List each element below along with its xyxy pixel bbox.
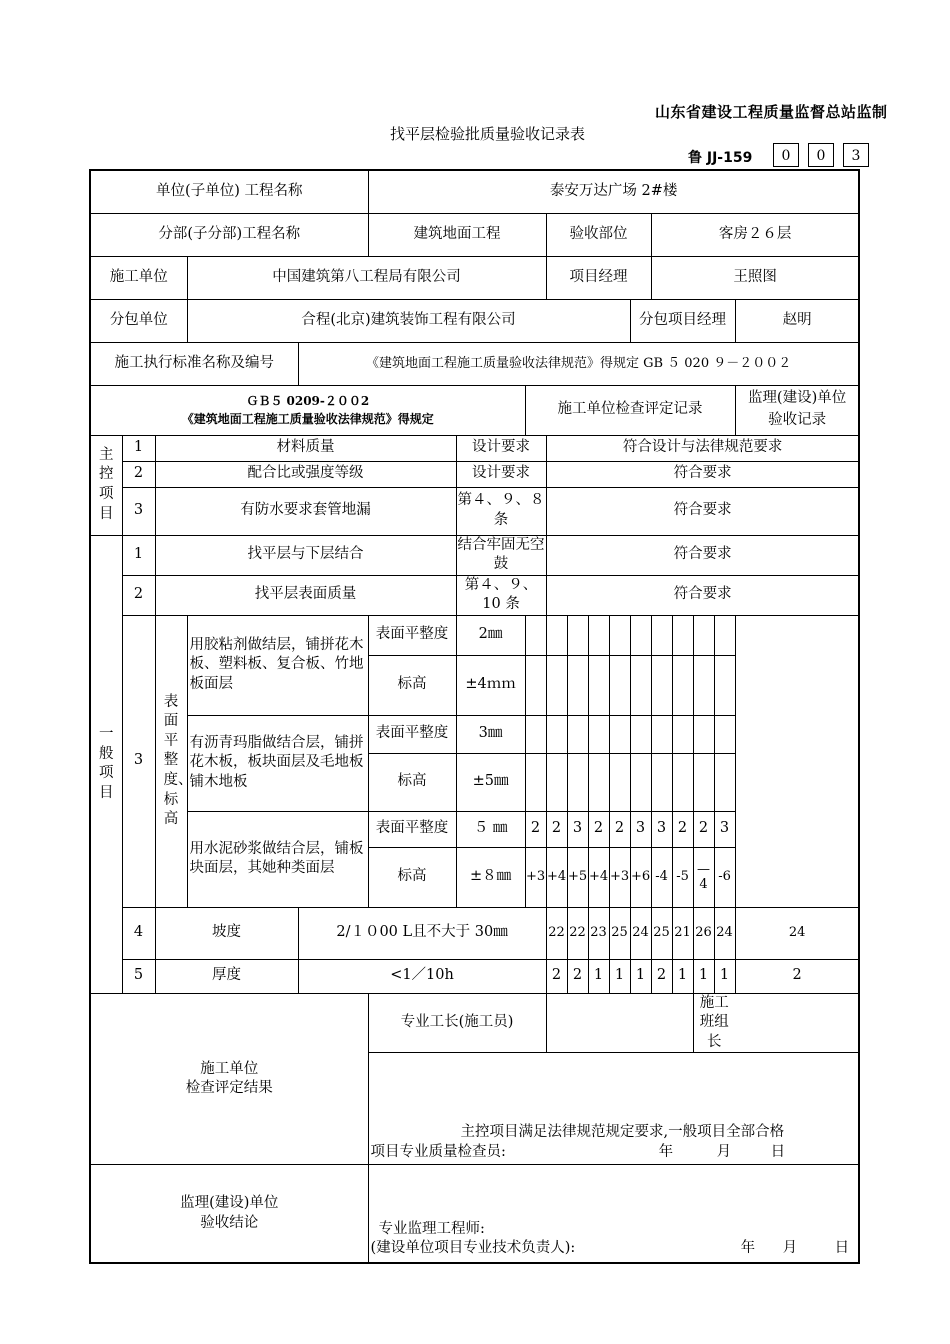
general-item-req: 结合牢固无空鼓 <box>456 535 546 575</box>
measure-cell: -6 <box>714 847 735 907</box>
measure-cell: 22 <box>567 907 588 959</box>
team-leader-label: 施工班组长 <box>693 993 735 1053</box>
subcontractor-label: 分包单位 <box>90 299 187 342</box>
main-control-label: 主控项目 <box>90 435 122 535</box>
measure-cell <box>630 655 651 715</box>
inspector-day: 日 <box>770 1143 786 1160</box>
subcontractor-value: 合程(北京)建筑装饰工程有限公司 <box>187 299 630 342</box>
measure-cell <box>630 615 651 655</box>
main-item-name: 材料质量 <box>155 435 456 461</box>
measure-cell <box>609 715 630 753</box>
item4-name: 坡度 <box>155 907 298 959</box>
measure-cell <box>588 715 609 753</box>
item5-req: <1／10h <box>298 959 546 993</box>
manager-value: 王照图 <box>651 256 859 299</box>
item3-tol: ±８㎜ <box>456 847 525 907</box>
sub-project-label: 分部(子分部)工程名称 <box>90 213 368 256</box>
supervisor-year: 年 <box>740 1240 756 1257</box>
item5-name: 厚度 <box>155 959 298 993</box>
foreman-label: 专业工长(施工员) <box>368 993 546 1053</box>
measure-cell <box>525 753 546 811</box>
measure-cell: +3 <box>525 847 546 907</box>
contractor-value: 中国建筑第八工程局有限公司 <box>187 256 546 299</box>
inspection-form-table <box>89 169 860 1264</box>
form-code-digit-2: 0 <box>808 143 834 167</box>
measure-cell: 1 <box>714 959 735 993</box>
supervisor-record-header <box>735 385 859 435</box>
measure-cell <box>714 615 735 655</box>
measure-cell <box>651 655 672 715</box>
measure-cell <box>546 615 567 655</box>
measure-cell <box>588 615 609 655</box>
form-code-digit-3: 3 <box>843 143 869 167</box>
spec-header-line2: 《建筑地面工程施工质量验收法律规范》得规定 <box>181 412 434 426</box>
general-item-no: 2 <box>122 575 155 615</box>
page-title: 找平层检验批质量验收记录表 <box>390 125 586 143</box>
contractor-conclusion-area <box>368 1053 859 1165</box>
item4-req: 2/１０00 L且不大于 30㎜ <box>298 907 546 959</box>
measure-cell <box>714 655 735 715</box>
measure-cell <box>588 655 609 715</box>
main-item-req: 设计要求 <box>456 461 546 487</box>
measure-cell: 24 <box>735 907 859 959</box>
measure-cell <box>567 715 588 753</box>
contractor-result-label-line1: 施工单位 <box>200 1060 259 1077</box>
general-item-no: 1 <box>122 535 155 575</box>
measure-cell <box>525 615 546 655</box>
item3-check: 表面平整度 <box>368 715 456 753</box>
measure-cell: -5 <box>672 847 693 907</box>
owner-label: (建设单位项目专业技术负责人): <box>370 1240 576 1257</box>
form-code-label: 鲁 JJ-159 <box>688 150 753 166</box>
main-item-name: 有防水要求套管地漏 <box>155 487 456 535</box>
supervisor-record-header-line2: 验收记录 <box>768 412 827 428</box>
measure-cell: +4 <box>588 847 609 907</box>
sub-project-value: 建筑地面工程 <box>368 213 546 256</box>
item3-group-desc: 有沥青玛脂做结合层，铺拼花木板，板块面层及毛地板铺木地板 <box>187 715 368 811</box>
measure-cell: —4 <box>693 847 714 907</box>
measure-cell: 1 <box>609 959 630 993</box>
general-item-name: 找平层与下层结合 <box>155 535 456 575</box>
item3-tol: 2㎜ <box>456 615 525 655</box>
main-item-no: 3 <box>122 487 155 535</box>
measure-cell <box>546 655 567 715</box>
foreman-signature <box>546 993 693 1053</box>
measure-cell <box>588 753 609 811</box>
measure-cell <box>693 715 714 753</box>
measure-cell <box>630 715 651 753</box>
item3-tol: ５ ㎜ <box>456 811 525 847</box>
inspector-year: 年 <box>658 1143 674 1160</box>
measure-cell: +4 <box>546 847 567 907</box>
general-item-result: 符合要求 <box>546 575 859 615</box>
supervisor-record-header-line1: 监理(建设)单位 <box>747 390 847 407</box>
contractor-result-label <box>90 993 368 1165</box>
measure-cell <box>546 753 567 811</box>
item3-tol: ±4ｍｍ <box>456 655 525 715</box>
main-item-name: 配合比或强度等级 <box>155 461 456 487</box>
measure-cell: 2 <box>693 811 714 847</box>
project-name-value: 泰安万达广场 2#楼 <box>368 170 859 213</box>
main-item-no: 1 <box>122 435 155 461</box>
measure-cell: 2 <box>525 811 546 847</box>
sub-manager-value: 赵明 <box>735 299 859 342</box>
item3-no: 3 <box>122 615 155 907</box>
measure-cell <box>672 715 693 753</box>
measure-cell: 2 <box>567 959 588 993</box>
item3-check: 表面平整度 <box>368 811 456 847</box>
main-item-req: 第４、９、８条 <box>456 487 546 535</box>
supervisor-engineer-label: 专业监理工程师: <box>378 1220 485 1237</box>
item4-no: 4 <box>122 907 155 959</box>
issuer-text: 山东省建设工程质量监督总站监制 <box>655 103 888 121</box>
measure-cell: 2 <box>609 811 630 847</box>
spec-header-line1: ＧＢ５ 0209-２００2 <box>246 394 370 408</box>
item3-check: 标高 <box>368 847 456 907</box>
measure-cell <box>651 715 672 753</box>
measure-cell: 26 <box>693 907 714 959</box>
measure-cell: +5 <box>567 847 588 907</box>
measure-cell: +3 <box>609 847 630 907</box>
item5-no: 5 <box>122 959 155 993</box>
general-item-name: 找平层表面质量 <box>155 575 456 615</box>
measure-cell: 3 <box>714 811 735 847</box>
measure-cell <box>693 615 714 655</box>
sub-manager-label: 分包项目经理 <box>630 299 735 342</box>
measure-cell <box>525 655 546 715</box>
contractor-check-header: 施工单位检查评定记录 <box>525 385 735 435</box>
measure-cell <box>714 753 735 811</box>
measure-cell: 24 <box>630 907 651 959</box>
item3-check: 表面平整度 <box>368 615 456 655</box>
measure-cell: -4 <box>651 847 672 907</box>
item3-tol: ±5㎜ <box>456 753 525 811</box>
measure-cell: 2 <box>546 959 567 993</box>
supervisor-result-label <box>90 1165 368 1263</box>
measure-cell <box>630 753 651 811</box>
measure-cell: 2 <box>546 811 567 847</box>
measure-cell: 3 <box>651 811 672 847</box>
measure-cell <box>567 753 588 811</box>
main-item-result: 符合要求 <box>546 461 859 487</box>
inspect-part-value: 客房２６层 <box>651 213 859 256</box>
inspect-part-label: 验收部位 <box>546 213 651 256</box>
spec-header <box>90 385 525 435</box>
measure-cell: 2 <box>588 811 609 847</box>
supervisor-month: 月 <box>782 1240 798 1257</box>
item3-check: 标高 <box>368 655 456 715</box>
measure-cell: 24 <box>714 907 735 959</box>
supervisor-conclusion-area <box>368 1165 859 1263</box>
standard-value: 《建筑地面工程施工质量验收法律规范》得规定 GB ５ 020 ９－２００２ <box>298 342 859 385</box>
general-item-result: 符合要求 <box>546 535 859 575</box>
supervisor-result-label-line2: 验收结论 <box>200 1214 259 1231</box>
measure-cell <box>609 655 630 715</box>
measure-cell <box>693 753 714 811</box>
main-item-result: 符合设计与法律规范要求 <box>546 435 859 461</box>
contractor-conclusion: 主控项目满足法律规范规定要求,一般项目全部合格 <box>460 1124 785 1141</box>
item3-label: 表面平整度、标高 <box>155 615 187 907</box>
measure-cell: 3 <box>630 811 651 847</box>
measure-cell: 1 <box>630 959 651 993</box>
project-name-label: 单位(子单位) 工程名称 <box>90 170 368 213</box>
measure-cell: 22 <box>546 907 567 959</box>
form-code-digit-1: 0 <box>773 143 799 167</box>
measure-cell <box>672 753 693 811</box>
contractor-result-label-line2: 检查评定结果 <box>185 1080 273 1097</box>
contractor-label: 施工单位 <box>90 256 187 299</box>
supervisor-owner-line <box>369 1239 859 1262</box>
inspector-label: 项目专业质量检查员: <box>370 1143 506 1160</box>
measure-cell <box>567 655 588 715</box>
measure-cell <box>546 715 567 753</box>
team-leader-signature <box>735 993 859 1053</box>
measure-cell <box>651 615 672 655</box>
measure-cell <box>714 715 735 753</box>
measure-cell <box>525 715 546 753</box>
measure-cell: 1 <box>672 959 693 993</box>
main-item-req: 设计要求 <box>456 435 546 461</box>
measure-cell: 1 <box>588 959 609 993</box>
measure-cell: 25 <box>609 907 630 959</box>
measure-cell <box>609 753 630 811</box>
measure-cell <box>672 615 693 655</box>
supervisor-day: 日 <box>834 1240 850 1257</box>
measure-cell: 23 <box>588 907 609 959</box>
measure-cell <box>693 655 714 715</box>
item3-group-desc: 用胶粘剂做结层，铺拼花木板、塑料板、复合板、竹地板面层 <box>187 615 368 715</box>
measure-cell: 21 <box>672 907 693 959</box>
measure-cell: 3 <box>567 811 588 847</box>
measure-cell: 2 <box>651 959 672 993</box>
item3-check: 标高 <box>368 753 456 811</box>
measure-cell: 2 <box>672 811 693 847</box>
general-item-req: 第４、９、10 条 <box>456 575 546 615</box>
measure-cell: 25 <box>651 907 672 959</box>
general-label: 一般项目 <box>90 535 122 993</box>
measure-cell <box>651 753 672 811</box>
inspector-line <box>369 1143 859 1165</box>
measure-cell: +6 <box>630 847 651 907</box>
measure-cell <box>672 655 693 715</box>
item3-group-desc: 用水泥砂浆做结合层，铺板块面层，其她种类面层 <box>187 811 368 907</box>
standard-label: 施工执行标准名称及编号 <box>90 342 298 385</box>
inspector-month: 月 <box>716 1143 732 1160</box>
measure-cell <box>609 615 630 655</box>
measure-cell <box>567 615 588 655</box>
main-item-result: 符合要求 <box>546 487 859 535</box>
manager-label: 项目经理 <box>546 256 651 299</box>
measure-cell: 1 <box>693 959 714 993</box>
supervisor-result-label-line1: 监理(建设)单位 <box>180 1195 279 1212</box>
main-item-no: 2 <box>122 461 155 487</box>
measure-cell: 2 <box>735 959 859 993</box>
item3-tol: 3㎜ <box>456 715 525 753</box>
